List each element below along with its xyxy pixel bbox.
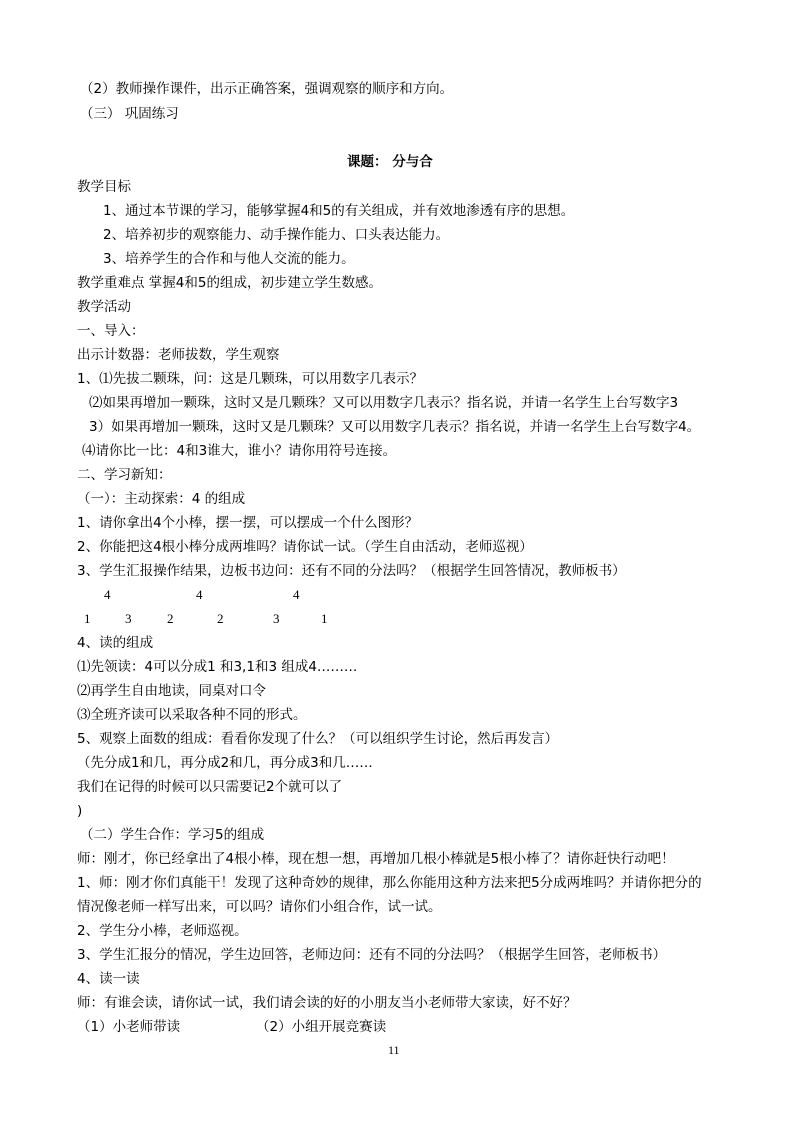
- composition-part: 1: [321, 611, 328, 626]
- observe-note-close: ): [77, 803, 83, 819]
- heading-new-knowledge: 二、学习新知：: [77, 467, 172, 483]
- intro-step-3: 3）如果再增加一颗珠，这时又是几颗珠？又可以用数字几表示？指名说，并请一名学生上台写数字4。: [89, 419, 701, 435]
- composition-part: 2: [167, 611, 174, 626]
- cooperate-step-2: 2、学生分小棒，老师巡视。: [77, 923, 248, 939]
- read-step-3: ⑶全班齐读可以采取各种不同的形式。: [77, 707, 307, 723]
- read-step-1: ⑴先领读：4可以分成1 和3,1和3 组成4………: [77, 659, 358, 675]
- composition-whole: 4: [293, 587, 300, 602]
- objective-3: 3、培养学生的合作和与他人交流的能力。: [103, 251, 355, 267]
- subheading-cooperate-5: （二）学生合作：学习5的组成: [80, 827, 265, 843]
- key-points: 教学重难点 掌握4和5的组成，初步建立学生数感。: [77, 275, 382, 291]
- teacher-prompt: 师：刚才，你已经拿出了4根小棒，现在想一想，再增加几根小棒就是5根小棒了？请你赶快行动吧！: [77, 851, 675, 867]
- heading-objectives: 教学目标: [77, 179, 131, 195]
- explore-step-1: 1、请你拿出4个小棒，摆一摆，可以摆成一个什么图形？: [77, 515, 419, 531]
- heading-activities: 教学活动: [77, 299, 131, 315]
- section-practice: （三） 巩固练习: [80, 106, 179, 122]
- lesson-title: 课题： 分与合: [347, 154, 433, 170]
- cooperate-step-1-cont: 情况像老师一样写出来，可以吗？请你们小组合作，试一试。: [77, 899, 442, 915]
- reading-mode-1: （1）小老师带读: [77, 1019, 181, 1035]
- cooperate-step-3: 3、学生汇报分的情况，学生边回答，老师边问：还有不同的分法吗？（根据学生回答，老师板书）: [77, 947, 667, 963]
- intro-step-4: ⑷请你比一比：4和3谁大，谁小？请你用符号连接。: [82, 443, 397, 459]
- subheading-explore-4: （一）：主动探索：4 的组成: [77, 491, 246, 507]
- explore-step-3: 3、学生汇报操作结果，边板书边问：还有不同的分法吗？（根据学生回答情况，教师板书）: [77, 563, 626, 579]
- composition-part: 1: [84, 611, 91, 626]
- page-number: 11: [388, 1043, 400, 1057]
- composition-part: 3: [273, 611, 280, 626]
- explore-step-2: 2、你能把这4根小棒分成两堆吗？请你试一试。（学生自由活动，老师巡视）: [77, 539, 533, 555]
- read-heading: 4、读的组成: [77, 635, 154, 651]
- observe-step-5: 5、观察上面数的组成：看看你发现了什么？（可以组织学生讨论，然后再发言）: [77, 731, 559, 747]
- observe-note: （先分成1和几，再分成2和几，再分成3和几……: [77, 755, 373, 771]
- composition-whole: 4: [196, 587, 203, 602]
- intro-line: 出示计数器：老师拔数，学生观察: [77, 347, 280, 363]
- composition-whole: 4: [104, 587, 111, 602]
- intro-step-1: 1、⑴先拔二颗珠，问：这是几颗珠，可以用数字几表示？: [77, 371, 424, 387]
- cooperate-step-4: 4、读一读: [77, 971, 140, 987]
- objective-1: 1、通过本节课的学习，能够掌握4和5的有关组成，并有效地渗透有序的思想。: [103, 203, 575, 219]
- objective-2: 2、培养初步的观察能力、动手操作能力、口头表达能力。: [103, 227, 450, 243]
- composition-part: 2: [217, 611, 224, 626]
- observe-note-2: 我们在记得的时候可以只需要记2个就可以了: [77, 779, 343, 795]
- reading-mode-2: （2）小组开展竞赛读: [256, 1019, 387, 1035]
- cooperate-step-1: 1、师：刚才你们真能干！发现了这种奇妙的规律，那么你能用这种方法来把5分成两堆吗？并请你把分的: [77, 875, 702, 891]
- heading-intro: 一、导入：: [77, 323, 145, 339]
- read-step-2: ⑵再学生自由地读，同桌对口令: [77, 683, 266, 699]
- teacher-prompt-2: 师：有谁会读，请你试一试，我们请会读的好的小朋友当小老师带大家读，好不好？: [77, 995, 577, 1011]
- line-step-2: （2）教师操作课件，出示正确答案，强调观察的顺序和方向。: [80, 81, 454, 97]
- composition-part: 3: [125, 611, 132, 626]
- intro-step-2: ⑵如果再增加一颗珠，这时又是几颗珠？又可以用数字几表示？指名说，并请一名学生上台写数字3: [89, 395, 679, 411]
